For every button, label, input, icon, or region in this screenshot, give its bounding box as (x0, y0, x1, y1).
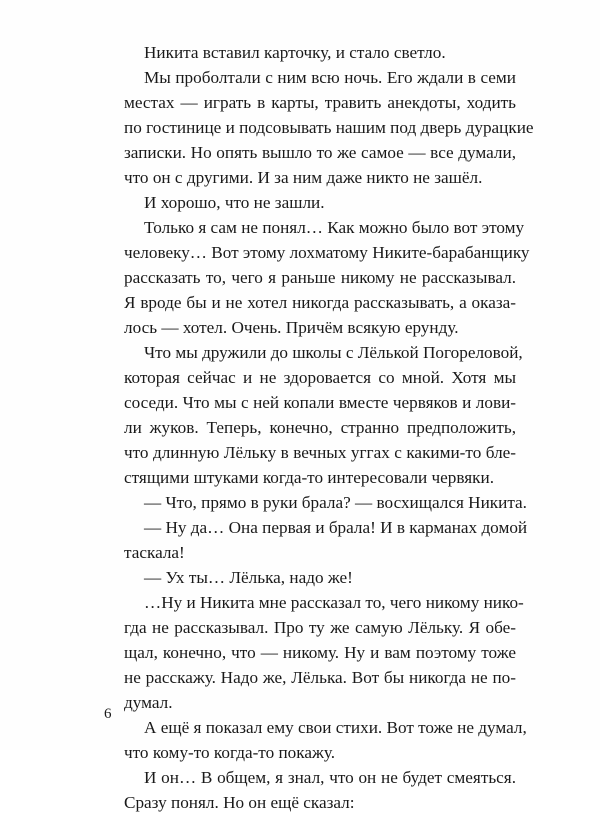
paragraph-1 (104, 40, 516, 65)
text-line: не расскажу. Надо же, Лёлька. Вот бы никогда не по- (124, 668, 516, 687)
text-line: Только я сам не понял… Как можно было вот этому (144, 218, 525, 237)
text-line: — Ух ты… Лёлька, надо же! (144, 568, 353, 587)
text-line: А ещё я показал ему свои стихи. Вот тоже не думал, (144, 718, 527, 737)
paragraph-6 (104, 490, 527, 515)
page-number: 6 (104, 706, 112, 722)
text-line: соседи. Что мы с ней копали вместе червяков и лови- (124, 393, 516, 412)
text-line: Я вроде бы и не хотел никогда рассказывать, а оказа- (124, 293, 516, 312)
text-line: — Что, прямо в руки брала? — восхищался Никита. (144, 493, 527, 512)
text-line: что кому-то когда-то покажу. (124, 743, 336, 762)
paragraph-4 (104, 215, 530, 340)
paragraph-3 (104, 190, 516, 215)
text-line: …Ну и Никита мне рассказал то, чего никому нико- (144, 593, 524, 612)
text-line: местах — играть в карты, травить анекдоты, ходить (124, 93, 516, 112)
paragraph-7 (104, 515, 528, 565)
paragraph-2 (104, 65, 534, 190)
text-line: ли жуков. Теперь, конечно, странно предположить, (124, 418, 516, 437)
text-line: по гостинице и подсовывать нашим под дверь дурацкие (124, 118, 534, 137)
text-line: записки. Но опять вышло то же самое — все думали, (124, 143, 516, 162)
text-line: И хорошо, что не зашли. (144, 193, 325, 212)
text-line: Мы проболтали с ним всю ночь. Его ждали в семи (144, 68, 516, 87)
text-line: лось — хотел. Очень. Причём всякую ерунду. (124, 318, 459, 337)
text-line: — Ну да… Она первая и брала! И в карманах домой (144, 518, 528, 537)
text-line: думал. (124, 693, 173, 712)
text-line: Никита вставил карточку, и стало светло. (144, 43, 446, 62)
text-line: что длинную Лёльку в вечных уггах с какими-то бле- (124, 443, 516, 462)
text-line: Что мы дружили до школы с Лёлькой Погореловой, (144, 343, 523, 362)
text-line: которая сейчас и не здоровается со мной. Хотя мы (124, 368, 516, 387)
paragraph-8 (104, 565, 516, 590)
text-line: И он… В общем, я знал, что он не будет смеяться. (144, 768, 516, 787)
paragraph-9 (104, 590, 524, 715)
paragraph-11 (104, 765, 516, 815)
body-text (104, 40, 534, 815)
text-line: таскала! (124, 543, 185, 562)
text-line: стящими штуками когда-то интересовали червяки. (124, 468, 495, 487)
text-line: человеку… Вот этому лохматому Никите-барабанщику (124, 243, 530, 262)
paragraph-5 (104, 340, 523, 490)
text-line: что он с другими. И за ним даже никто не зашёл. (124, 168, 483, 187)
paragraph-10 (104, 715, 527, 765)
text-line: рассказать то, чего я раньше никому не рассказывал. (124, 268, 516, 287)
text-line: щал, конечно, что — никому. Ну и вам поэтому тоже (124, 643, 516, 662)
text-line: Сразу понял. Но он ещё сказал: (124, 793, 355, 812)
text-line: гда не рассказывал. Про ту же самую Лёльку. Я обе- (124, 618, 516, 637)
